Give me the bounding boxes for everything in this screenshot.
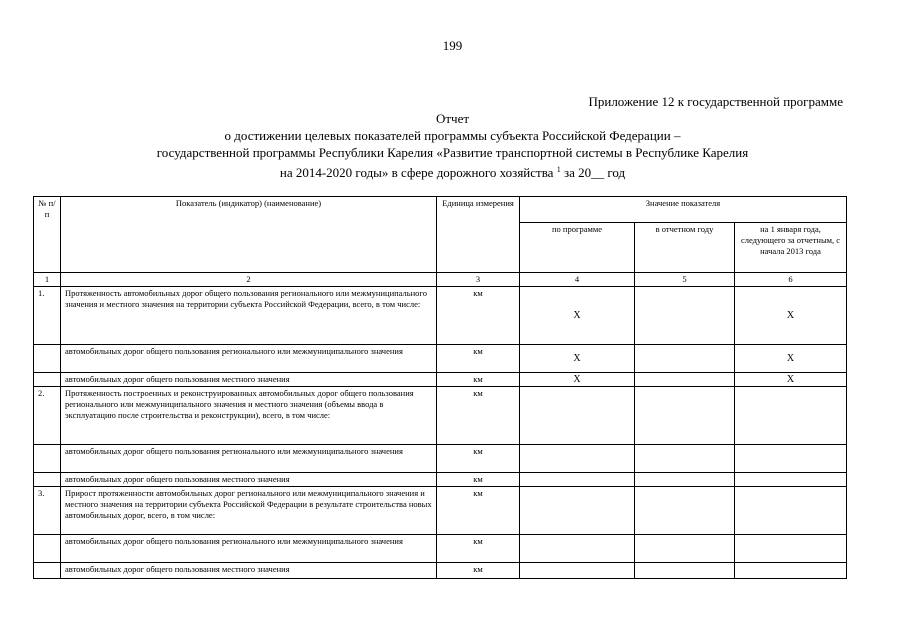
header-indicator: Показатель (индикатор) (наименование) [61, 197, 437, 273]
title-line-4-tail: за 20__ год [563, 165, 626, 180]
unit-cell: км [437, 387, 520, 445]
col-number: 5 [635, 273, 735, 287]
reporting-year-cell [635, 445, 735, 473]
reporting-year-cell [635, 345, 735, 373]
row-number [34, 445, 61, 473]
reporting-year-cell [635, 373, 735, 387]
indicator-name: Протяженность построенных и реконструированных автомобильных дорог общего пользования регионального или межмуниципального значения и местного значения (объемы ввода в эксплуатацию после строительства и реконструкции), всего, в том числе: [61, 387, 437, 445]
col-number: 3 [437, 273, 520, 287]
by-program-cell [520, 473, 635, 487]
indicators-table [33, 196, 847, 579]
col-number: 1 [34, 273, 61, 287]
unit-cell: км [437, 373, 520, 387]
page-number: 199 [442, 38, 463, 53]
by-program-cell [520, 535, 635, 563]
indicator-name: Прирост протяженности автомобильных дорог регионального или межмуниципального значения и местного значения на территории субъекта Российской Федерации в результате строительства новых автомобильных дорог, всего, в том числе: [61, 487, 437, 535]
indicator-name: автомобильных дорог общего пользования регионального или межмуниципального значения [61, 345, 437, 373]
title-line-4 [0, 161, 905, 181]
header-in-reporting-year: в отчетном году [635, 223, 735, 273]
by-program-cell [520, 563, 635, 579]
unit-cell: км [437, 287, 520, 345]
header-value-group: Значение показателя [520, 197, 847, 223]
appendix-label: Приложение 12 к государственной программе [588, 94, 843, 109]
row-number: 1. [34, 287, 61, 345]
table-row [34, 563, 847, 579]
header-row-1 [34, 197, 847, 223]
reporting-year-cell [635, 473, 735, 487]
by-program-cell [520, 487, 635, 535]
title-line-4-main: на 2014-2020 годы» в сфере дорожного хозяйства [279, 165, 554, 180]
row-number: 2. [34, 387, 61, 445]
unit-cell: км [437, 345, 520, 373]
header-num: № п/п [34, 197, 61, 273]
by-program-cell: Х [520, 373, 635, 387]
indicator-name: автомобильных дорог общего пользования регионального или межмуниципального значения [61, 535, 437, 563]
by-program-cell [520, 387, 635, 445]
table-row [34, 287, 847, 345]
title-line-3: государственной программы Республики Карелия «Развитие транспортной системы в Республике Карелия [156, 145, 749, 160]
row-number [34, 563, 61, 579]
reporting-year-cell [635, 535, 735, 563]
unit-cell: км [437, 445, 520, 473]
row-number [34, 473, 61, 487]
unit-cell: км [437, 535, 520, 563]
indicator-name: автомобильных дорог общего пользования местного значения [61, 373, 437, 387]
table-row [34, 487, 847, 535]
column-numbers-row [34, 273, 847, 287]
indicator-name: Протяженность автомобильных дорог общего пользования регионального или межмуниципального значения и местного значения на территории субъекта Российской Федерации, всего, в том числе: [61, 287, 437, 345]
reporting-year-cell [635, 563, 735, 579]
as-of-jan1-cell [735, 487, 847, 535]
as-of-jan1-cell: Х [735, 373, 847, 387]
by-program-cell: Х [520, 287, 635, 345]
indicator-name: автомобильных дорог общего пользования регионального или межмуниципального значения [61, 445, 437, 473]
col-number: 6 [735, 273, 847, 287]
as-of-jan1-cell: Х [735, 345, 847, 373]
row-number [34, 345, 61, 373]
as-of-jan1-cell [735, 387, 847, 445]
table-row [34, 535, 847, 563]
indicator-name: автомобильных дорог общего пользования местного значения [61, 473, 437, 487]
reporting-year-cell [635, 287, 735, 345]
table-row [34, 345, 847, 373]
title-line-2: о достижении целевых показателей программы субъекта Российской Федерации – [224, 128, 681, 143]
as-of-jan1-cell [735, 445, 847, 473]
unit-cell: км [437, 473, 520, 487]
table-row [34, 387, 847, 445]
reporting-year-cell [635, 487, 735, 535]
footnote-marker: 1 [556, 165, 561, 174]
by-program-cell [520, 445, 635, 473]
indicator-name: автомобильных дорог общего пользования местного значения [61, 563, 437, 579]
as-of-jan1-cell [735, 473, 847, 487]
table-row [34, 373, 847, 387]
table-row [34, 445, 847, 473]
unit-cell: км [437, 563, 520, 579]
row-number [34, 535, 61, 563]
header-unit: Единица измерения [437, 197, 520, 273]
by-program-cell: Х [520, 345, 635, 373]
as-of-jan1-cell [735, 563, 847, 579]
row-number: 3. [34, 487, 61, 535]
col-number: 2 [61, 273, 437, 287]
table-row [34, 473, 847, 487]
document-title [0, 110, 905, 181]
as-of-jan1-cell: Х [735, 287, 847, 345]
as-of-jan1-cell [735, 535, 847, 563]
title-line-1: Отчет [435, 111, 470, 126]
row-number [34, 373, 61, 387]
reporting-year-cell [635, 387, 735, 445]
col-number: 4 [520, 273, 635, 287]
header-as-of-jan1: на 1 января года, следующего за отчетным, с начала 2013 года [735, 223, 847, 273]
header-by-program: по программе [520, 223, 635, 273]
unit-cell: км [437, 487, 520, 535]
